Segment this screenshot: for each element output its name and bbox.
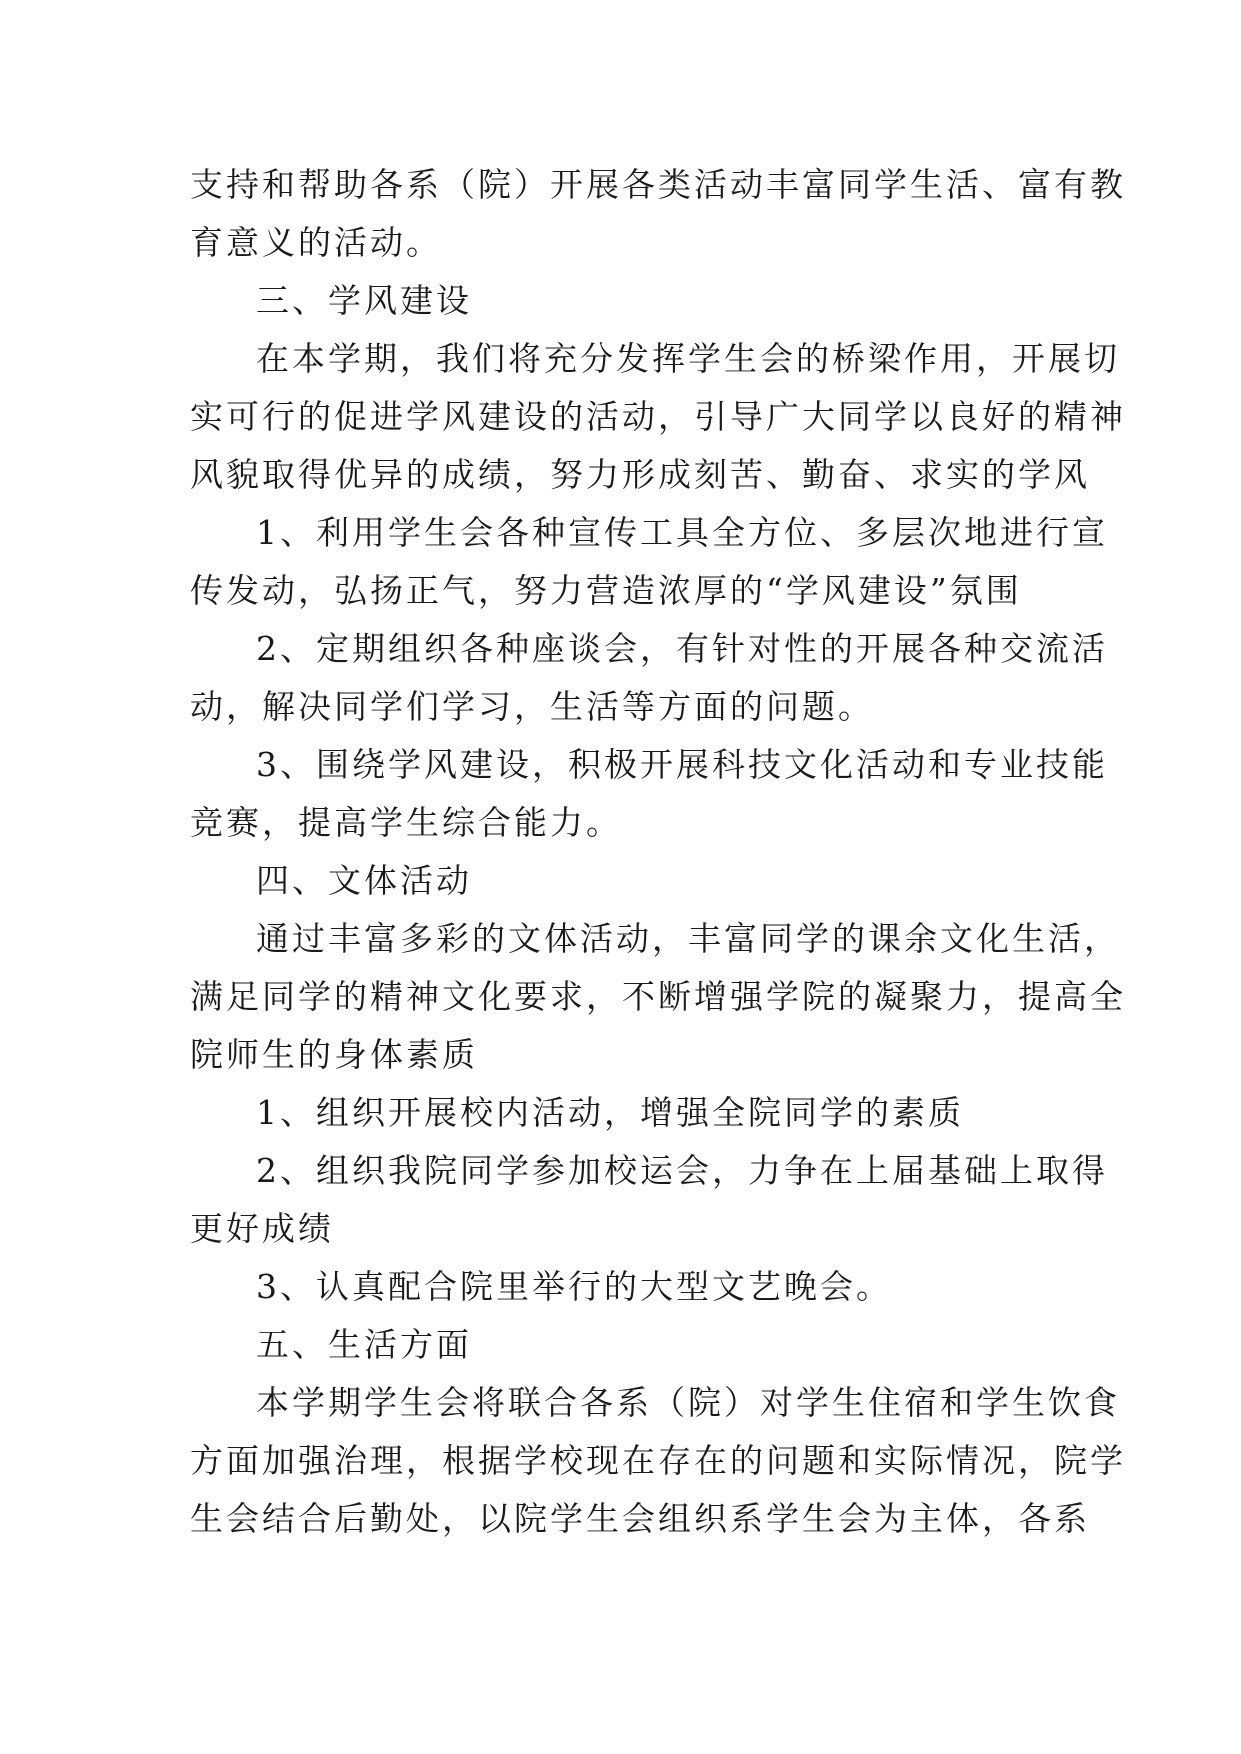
list-item-line: 2、组织我院同学参加校运会，力争在上届基础上取得 — [256, 1151, 1108, 1190]
text-line: 满足同学的精神文化要求，不断增强学院的凝聚力，提高全 — [190, 977, 1126, 1016]
text-line: 实可行的促进学风建设的活动，引导广大同学以良好的精神 — [190, 397, 1126, 436]
list-item-line: 1、利用学生会各种宣传工具全方位、多层次地进行宣 — [256, 513, 1108, 552]
list-item-line: 1、组织开展校内活动，增强全院同学的素质 — [256, 1093, 964, 1132]
text-line: 在本学期，我们将充分发挥学生会的桥梁作用，开展切 — [256, 339, 1120, 378]
text-line: 传发动，弘扬正气，努力营造浓厚的“学风建设”氛围 — [190, 571, 1022, 610]
text-line: 动，解决同学们学习，生活等方面的问题。 — [190, 687, 874, 726]
section-heading: 四、文体活动 — [256, 861, 472, 900]
text-line: 竞赛，提高学生综合能力。 — [190, 803, 622, 842]
list-item-line: 3、围绕学风建设，积极开展科技文化活动和专业技能 — [256, 745, 1108, 784]
text-line: 通过丰富多彩的文体活动，丰富同学的课余文化生活， — [256, 919, 1120, 958]
text-line: 育意义的活动。 — [190, 223, 442, 262]
document-body — [190, 156, 1126, 1548]
section-heading: 五、生活方面 — [256, 1325, 472, 1364]
text-line: 风貌取得优异的成绩，努力形成刻苦、勤奋、求实的学风 — [190, 455, 1090, 494]
section-heading: 三、学风建设 — [256, 281, 472, 320]
text-line: 支持和帮助各系（院）开展各类活动丰富同学生活、富有教 — [190, 165, 1126, 204]
text-line: 方面加强治理，根据学校现在存在的问题和实际情况，院学 — [190, 1441, 1126, 1480]
list-item-line: 3、认真配合院里举行的大型文艺晚会。 — [256, 1267, 892, 1306]
text-line: 更好成绩 — [190, 1209, 334, 1248]
text-line: 本学期学生会将联合各系（院）对学生住宿和学生饮食 — [256, 1383, 1120, 1422]
list-item-line: 2、定期组织各种座谈会，有针对性的开展各种交流活 — [256, 629, 1108, 668]
text-line: 院师生的身体素质 — [190, 1035, 478, 1074]
text-line: 生会结合后勤处，以院学生会组织系学生会为主体，各系 — [190, 1499, 1090, 1538]
